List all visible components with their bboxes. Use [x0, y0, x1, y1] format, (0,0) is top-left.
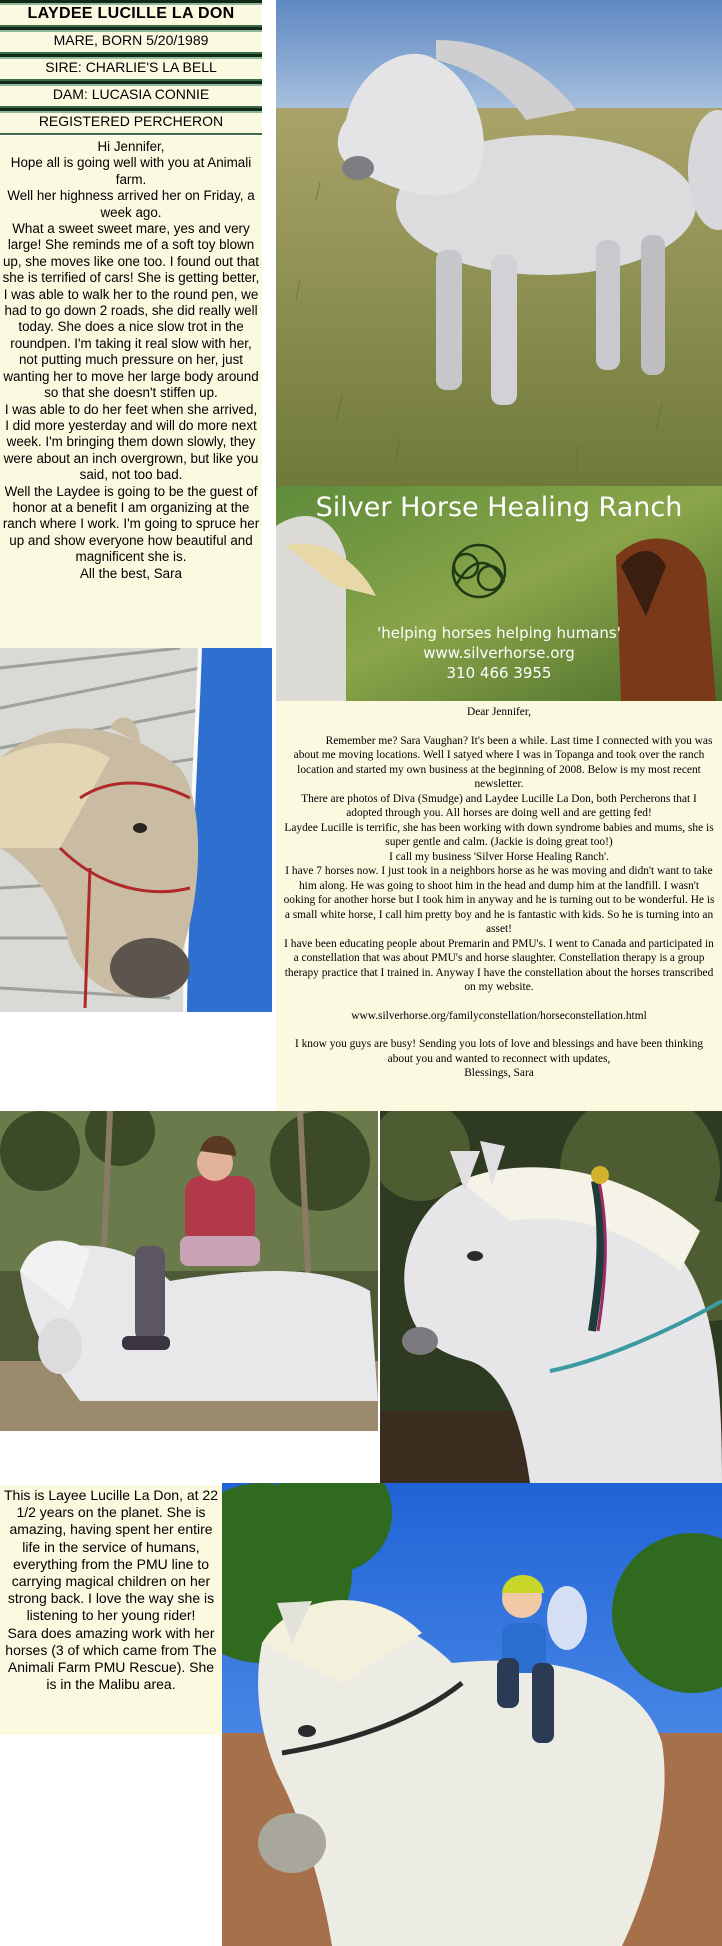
letter-signoff: All the best, Sara [80, 565, 182, 581]
dam-info: DAM: LUCASIA CONNIE [0, 81, 262, 108]
dear-paragraph: I know you guys are busy! Sending you lots of love and blessings and have been thinking about you and wanted to reconnect with updates, [294, 1038, 704, 1065]
letter-paragraph: Well the Laydee is going to be the guest of honor at a benefit I am organizing at the ranch where I work. I'm going to spruce her up and show everyone how beautiful and magnificent she is. [2, 483, 260, 565]
sire-info: SIRE: CHARLIE'S LA BELL [0, 54, 262, 81]
ranch-banner [276, 486, 722, 701]
braided-mane-horse-photo [380, 1111, 722, 1483]
caption-paragraph: This is Layee Lucille La Don, at 22 1/2 years on the planet. She is amazing, having spent her entire life in the service of humans, everything from the PMU line to carrying magical children on her strong back. I love the way she is listening to her young rider! [3, 1487, 218, 1624]
horse-head-closeup-photo [0, 648, 272, 1012]
horse-name-title: LAYDEE LUCILLE LA DON [0, 0, 262, 27]
dear-paragraph: I call my business 'Silver Horse Healing Ranch'. [389, 850, 609, 863]
horse-in-field-photo [276, 0, 722, 486]
letter-paragraph: Hope all is going well with you at Animali farm. [10, 155, 252, 187]
arrival-letter [0, 136, 262, 648]
birth-info: MARE, BORN 5/20/1989 [0, 27, 262, 54]
dear-paragraph: I have been educating people about Premarin and PMU's. I went to Canada and participated in a constellation that was about PMU's and horse slaughter. Constellation therapy is a group therapy practice that I trained in. Anyway I have the constellation about the horses transcribed on my website. [284, 937, 714, 993]
dear-greeting: Dear Jennifer, [466, 706, 532, 718]
newsletter-letter [276, 701, 722, 1111]
letter-paragraph: Well her highness arrived her on Friday, a week ago. [7, 188, 255, 220]
dear-paragraph: Laydee Lucille is terrific, she has been working with down syndrome babies and mums, she is super gentle and calm. (Jackie is doing great too!) [284, 821, 714, 848]
breed-info: REGISTERED PERCHERON [0, 108, 262, 135]
woman-riding-horse-photo [0, 1111, 378, 1431]
dear-paragraph: I have 7 horses now. I just took in a neighbors horse as he was moving and didn't want to take him along. He was going to shoot him in the head and dump him at the landfill. I wasn't ooking for another horse but I took him in anyway and he is turning out to be wonderful. He is a small white horse, I call him pretty boy and he is fantastic with kids. So he is turning into an asset! [283, 865, 715, 935]
banner-phone: 310 466 3955 [446, 664, 552, 682]
laydee-caption [0, 1485, 222, 1735]
constellation-link[interactable]: www.silverhorse.org/familyconstellation/horseconstellation.html [351, 1009, 647, 1022]
dear-paragraph: Remember me? Sara Vaughan? It's been a while. Last time I connected with you was about me moving locations. Well I satyed where I was in Topanga and took over the ranch location and started my own business at the beginning of 2008. Below is my most recent newsletter. [293, 734, 713, 790]
banner-tagline: 'helping horses helping humans' [377, 624, 621, 642]
dear-paragraph: There are photos of Diva (Smudge) and Laydee Lucille La Don, both Percherons that I adopted through you. All horses are doing well and are getting fed! [301, 792, 697, 819]
letter-greeting: Hi Jennifer, [97, 139, 165, 154]
letter-paragraph: What a sweet sweet mare, yes and very large! She reminds me of a soft toy blown up, she moves like one too. I found out that she is terrified of cars! She is getting better, I was able to walk her to the round pen, we had to go down 2 roads, she did really well today. She does a nice slow trot in the roundpen. I'm taking it real slow with her, not putting much pressure on her, just wanting her to move her large body around so that she doesn't stiffen up. [2, 221, 260, 401]
banner-title: Silver Horse Healing Ranch [315, 492, 683, 523]
child-riding-horse-photo [222, 1483, 722, 1946]
letter-paragraph: I was able to do her feet when she arrived, I did more yesterday and will do more next week. I'm bringing them down slowly, they were about an inch overgrown, but like you said, not too bad. [3, 401, 259, 483]
dear-signoff: Blessings, Sara [464, 1067, 534, 1079]
banner-url: www.silverhorse.org [423, 644, 575, 662]
caption-paragraph: Sara does amazing work with her horses (3 of which came from The Animali Farm PMU Rescue). She is in the Malibu area. [5, 1624, 217, 1693]
